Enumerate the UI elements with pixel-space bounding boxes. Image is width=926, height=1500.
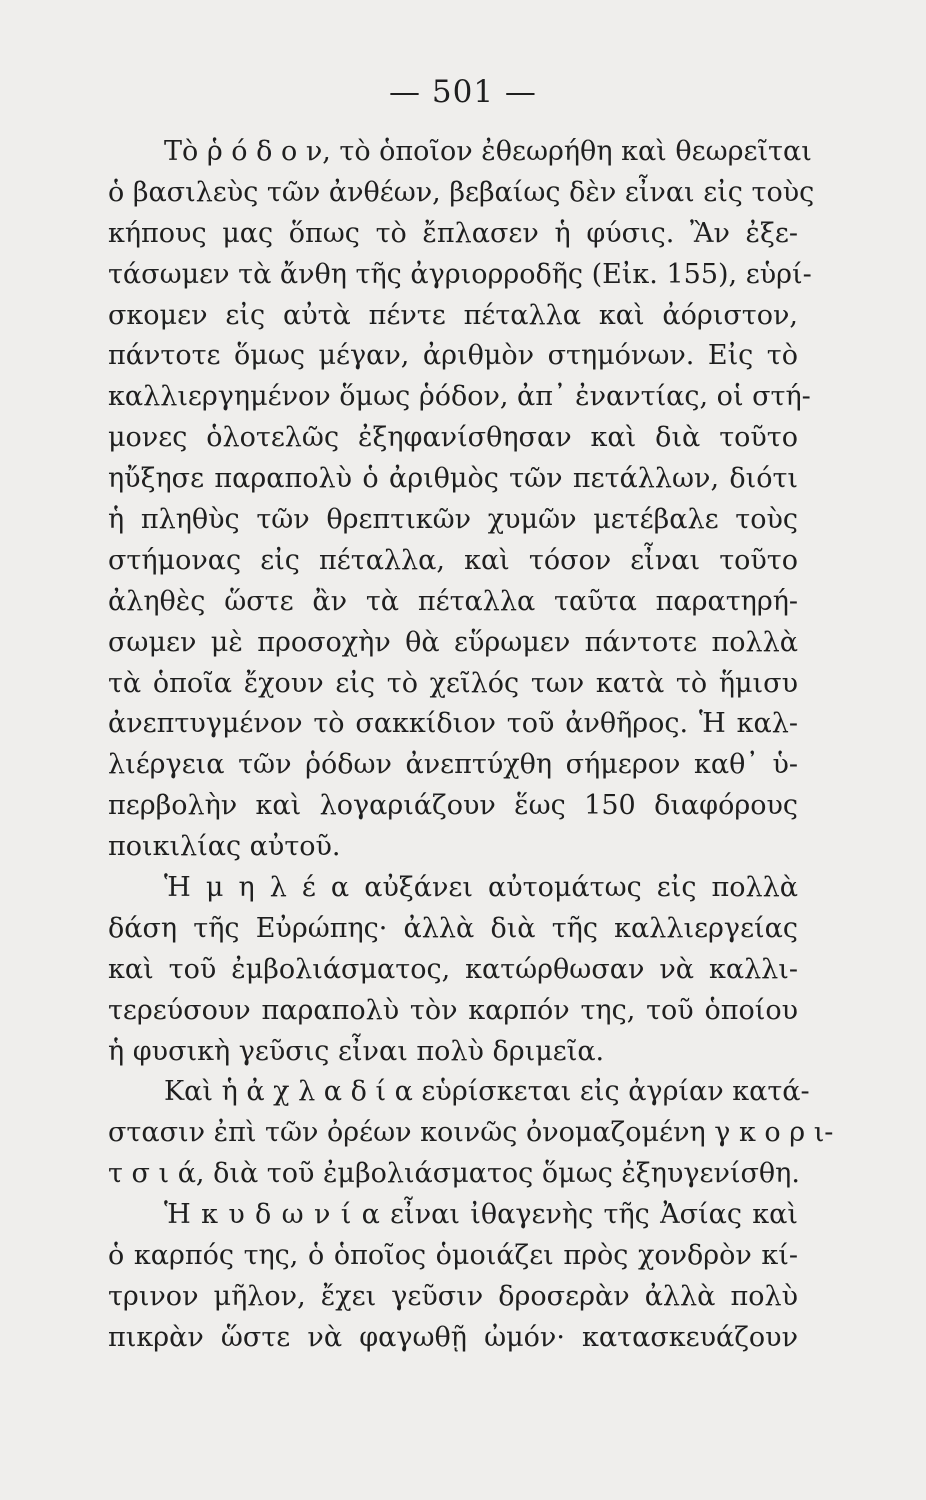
text-line: τρινον μῆλον, ἔχει γεῦσιν δροσερὰν ἀλλὰ πολὺ xyxy=(108,1280,798,1312)
text-line: τερεύσουν παραπολὺ τὸν καρπόν της, τοῦ ὁποίου xyxy=(108,994,798,1026)
text-line: Τὸ ῥ ό δ ο ν, τὸ ὁποῖον ἐθεωρήθη καὶ θεωρεῖται xyxy=(164,136,812,167)
text-line: ὁ βασιλεὺς τῶν ἀνθέων, βεβαίως δὲν εἶναι εἰς τοὺς xyxy=(108,176,815,208)
text-line: μονες ὁλοτελῶς ἐξηφανίσθησαν καὶ διὰ τοῦτο xyxy=(108,422,798,454)
text-line: ἡ φυσικὴ γεῦσις εἶναι πολὺ δριμεῖα. xyxy=(108,1035,605,1067)
text-line: δάση τῆς Εὐρώπης· ἀλλὰ διὰ τῆς καλλιεργείας xyxy=(108,912,798,944)
text-line: περβολὴν καὶ λογαριάζουν ἕως 150 διαφόρους xyxy=(108,790,798,822)
text-line: πικρὰν ὥστε νὰ φαγωθῇ ὠμόν· κατασκευάζουν xyxy=(108,1321,798,1353)
text-line: Ἡ μ η λ έ α αὐξάνει αὐτομάτως εἰς πολλὰ xyxy=(164,872,798,904)
text-line: σκομεν εἰς αὐτὰ πέντε πέταλλα καὶ ἀόριστον, xyxy=(108,299,798,331)
text-line: ποικιλίας αὐτοῦ. xyxy=(108,831,341,863)
text-line: καὶ τοῦ ἐμβολιάσματος, κατώρθωσαν νὰ καλλι- xyxy=(108,953,798,985)
text-line: πάντοτε ὅμως μέγαν, ἀριθμὸν στημόνων. Εἰς τὸ xyxy=(108,340,798,372)
text-line: ὁ καρπός της, ὁ ὁποῖος ὁμοιάζει πρὸς χονδρὸν κί- xyxy=(108,1240,798,1272)
text-line: ηὔξησε παραπολὺ ὁ ἀριθμὸς τῶν πετάλλων, διότι xyxy=(108,463,798,495)
paragraph-pear xyxy=(108,1072,834,1195)
text-line: κήπους μας ὅπως τὸ ἔπλασεν ἡ φύσις. Ἂν ἐξε- xyxy=(108,217,798,249)
paragraph-quince xyxy=(108,1195,798,1359)
paragraph-apple xyxy=(108,868,798,1072)
text-line: τὰ ὁποῖα ἔχουν εἰς τὸ χεῖλός των κατὰ τὸ ἥμισυ xyxy=(108,667,798,699)
text-line: ἀνεπτυγμένον τὸ σακκίδιον τοῦ ἀνθῆρος. Ἡ καλ- xyxy=(108,708,798,740)
text-line: καλλιεργημένον ὅμως ῥόδον, ἀπ᾽ ἐναντίας, οἱ στή- xyxy=(108,381,811,413)
text-line: στασιν ἐπὶ τῶν ὀρέων κοινῶς ὀνομαζομένη γ κ ο ρ ι- xyxy=(108,1117,834,1149)
page-number: — 501 — xyxy=(389,74,537,110)
text-line: ἀληθὲς ὥστε ἂν τὰ πέταλλα ταῦτα παρατηρή- xyxy=(108,585,798,617)
body-text xyxy=(108,132,834,1359)
text-line: λιέργεια τῶν ῥόδων ἀνεπτύχθη σήμερον καθ᾽ ὑ- xyxy=(108,749,798,781)
text-line: τ σ ι ά, διὰ τοῦ ἐμβολιάσματος ὅμως ἐξηυγενίσθη. xyxy=(108,1158,800,1190)
text-line: τάσωμεν τὰ ἄνθη τῆς ἀγριορροδῆς (Εἰκ. 155), εὑρί- xyxy=(108,258,812,290)
text-line: σωμεν μὲ προσοχὴν θὰ εὕρωμεν πάντοτε πολλὰ xyxy=(108,626,798,658)
text-line: Ἡ κ υ δ ω ν ί α εἶναι ἰθαγενὴς τῆς Ἀσίας καὶ xyxy=(164,1199,798,1231)
text-line: ἡ πληθὺς τῶν θρεπτικῶν χυμῶν μετέβαλε τοὺς xyxy=(108,504,798,536)
text-line: Καὶ ἡ ἀ χ λ α δ ί α εὑρίσκεται εἰς ἀγρίαν κατά- xyxy=(164,1076,810,1108)
text-line: στήμονας εἰς πέταλλα, καὶ τόσον εἶναι τοῦτο xyxy=(108,544,798,576)
paragraph-rose xyxy=(108,132,815,868)
